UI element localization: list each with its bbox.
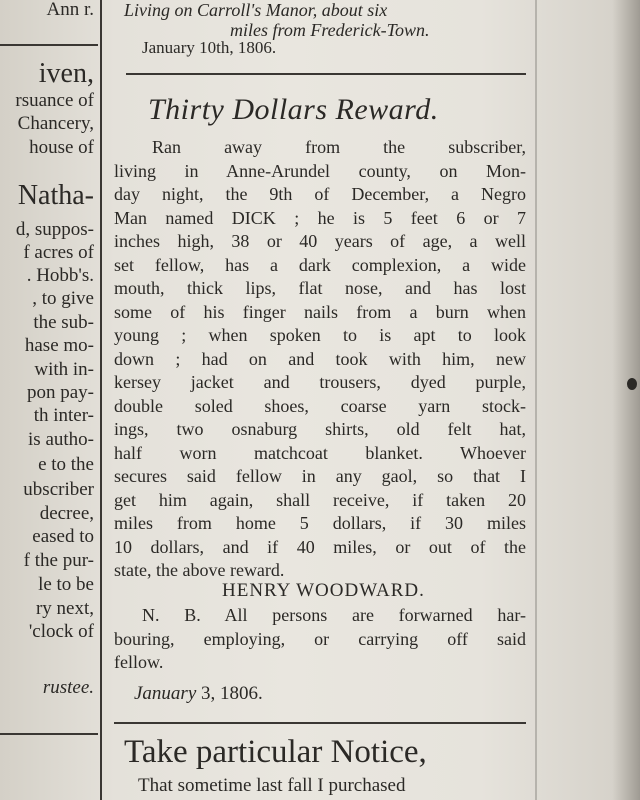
page-edge-shadow bbox=[612, 0, 640, 800]
left-column-line: Natha- bbox=[17, 180, 94, 211]
ad-body-line: double soled shoes, coarse yarn stock- bbox=[114, 395, 526, 416]
left-column-line: hase mo- bbox=[24, 335, 94, 356]
ad-title: Thirty Dollars Reward. bbox=[148, 93, 439, 126]
advertisement-column bbox=[112, 0, 532, 800]
ad-body-line: mouth, thick lips, flat nose, and has lost bbox=[114, 278, 526, 298]
left-divider-top bbox=[0, 44, 98, 46]
ad-body-line: get him again, shall receive, if taken 20 bbox=[114, 489, 526, 510]
left-column-line: 'clock of bbox=[28, 621, 94, 642]
ad-body-line: secures said fellow in any gaol, so that I bbox=[114, 466, 526, 486]
ad-body-line: Ran away from the subscriber, bbox=[152, 137, 526, 157]
notice-subline: That sometime last fall I purchased bbox=[138, 775, 406, 796]
left-column-line: is autho- bbox=[28, 429, 94, 450]
date-bottom-rest: 3, 1806. bbox=[196, 683, 263, 704]
left-column-line: , to give bbox=[32, 288, 94, 309]
ad-body-line: set fellow, has a dark complexion, a wide bbox=[114, 254, 526, 275]
date-top: January 10th, 1806. bbox=[142, 38, 277, 57]
ad-body-line: some of his finger nails from a burn when bbox=[114, 301, 526, 322]
ad-body-line: young ; when spoken to is apt to look bbox=[114, 325, 526, 345]
date-bottom-month: January bbox=[134, 683, 197, 704]
ad-body-line: miles from home 5 dollars, if 30 miles bbox=[114, 513, 526, 533]
ad-body-line: inches high, 38 or 40 years of age, a well bbox=[114, 231, 526, 251]
notice-heading: Take particular Notice, bbox=[124, 734, 427, 770]
left-column-line: e to the bbox=[38, 454, 94, 475]
nb-line: N. B. All persons are forwarned har- bbox=[142, 605, 526, 625]
column-rule-left bbox=[100, 0, 102, 800]
left-column-line: iven, bbox=[38, 58, 94, 89]
ad-body-line: down ; had on and took with him, new bbox=[114, 348, 526, 369]
nb-note bbox=[114, 604, 526, 675]
left-column-line: with in- bbox=[34, 359, 94, 380]
left-column bbox=[0, 0, 98, 800]
left-column-line: eased to bbox=[32, 526, 94, 547]
left-divider-bottom bbox=[0, 733, 98, 735]
date-bottom bbox=[134, 683, 263, 705]
left-column-line: ubscriber bbox=[23, 479, 94, 500]
ad-body-line: day night, the 9th of December, a Negro bbox=[114, 184, 526, 204]
left-column-line: le to be bbox=[38, 574, 94, 595]
left-column-line: rsuance of bbox=[15, 90, 94, 111]
left-column-line: th inter- bbox=[33, 405, 94, 426]
dateline-line-2: miles from Frederick-Town. bbox=[230, 20, 430, 40]
signature: HENRY WOODWARD. bbox=[222, 580, 425, 601]
left-column-line: . Hobb's. bbox=[26, 265, 94, 286]
ad-body-line: Man named DICK ; he is 5 feet 6 or 7 bbox=[114, 207, 526, 228]
ad-body-line: kersey jacket and trousers, dyed purple, bbox=[114, 372, 526, 392]
left-column-line: f acres of bbox=[23, 242, 94, 263]
left-column-line: house of bbox=[29, 137, 94, 158]
left-column-line: Ann r. bbox=[46, 0, 94, 20]
left-column-line: Chancery, bbox=[17, 113, 94, 134]
nb-line: bouring, employing, or carrying off said bbox=[114, 628, 526, 649]
ad-body bbox=[114, 136, 526, 583]
ad-divider-top bbox=[126, 73, 526, 75]
left-column-line: rustee. bbox=[42, 677, 94, 698]
nb-line: fellow. bbox=[114, 652, 164, 672]
left-column-line: the sub- bbox=[33, 312, 94, 333]
dateline-line-1: Living on Carroll's Manor, about six bbox=[124, 0, 388, 20]
ad-body-line: half worn matchcoat blanket. Whoever bbox=[114, 442, 526, 463]
left-column-line: pon pay- bbox=[26, 382, 94, 403]
left-column-line: decree, bbox=[39, 503, 94, 524]
left-column-line: d, suppos- bbox=[15, 219, 94, 240]
ad-body-line: 10 dollars, and if 40 miles, or out of the bbox=[114, 536, 526, 557]
ad-body-line: ings, two osnaburg shirts, old felt hat, bbox=[114, 419, 526, 439]
left-column-line: f the pur- bbox=[23, 550, 94, 571]
ad-body-line: state, the above reward. bbox=[114, 560, 285, 580]
column-rule-right bbox=[535, 0, 537, 800]
ink-speck bbox=[627, 378, 637, 390]
left-column-line: ry next, bbox=[35, 598, 94, 619]
ad-body-line: living in Anne-Arundel county, on Mon- bbox=[114, 160, 526, 181]
ad-divider-bottom bbox=[114, 722, 526, 724]
